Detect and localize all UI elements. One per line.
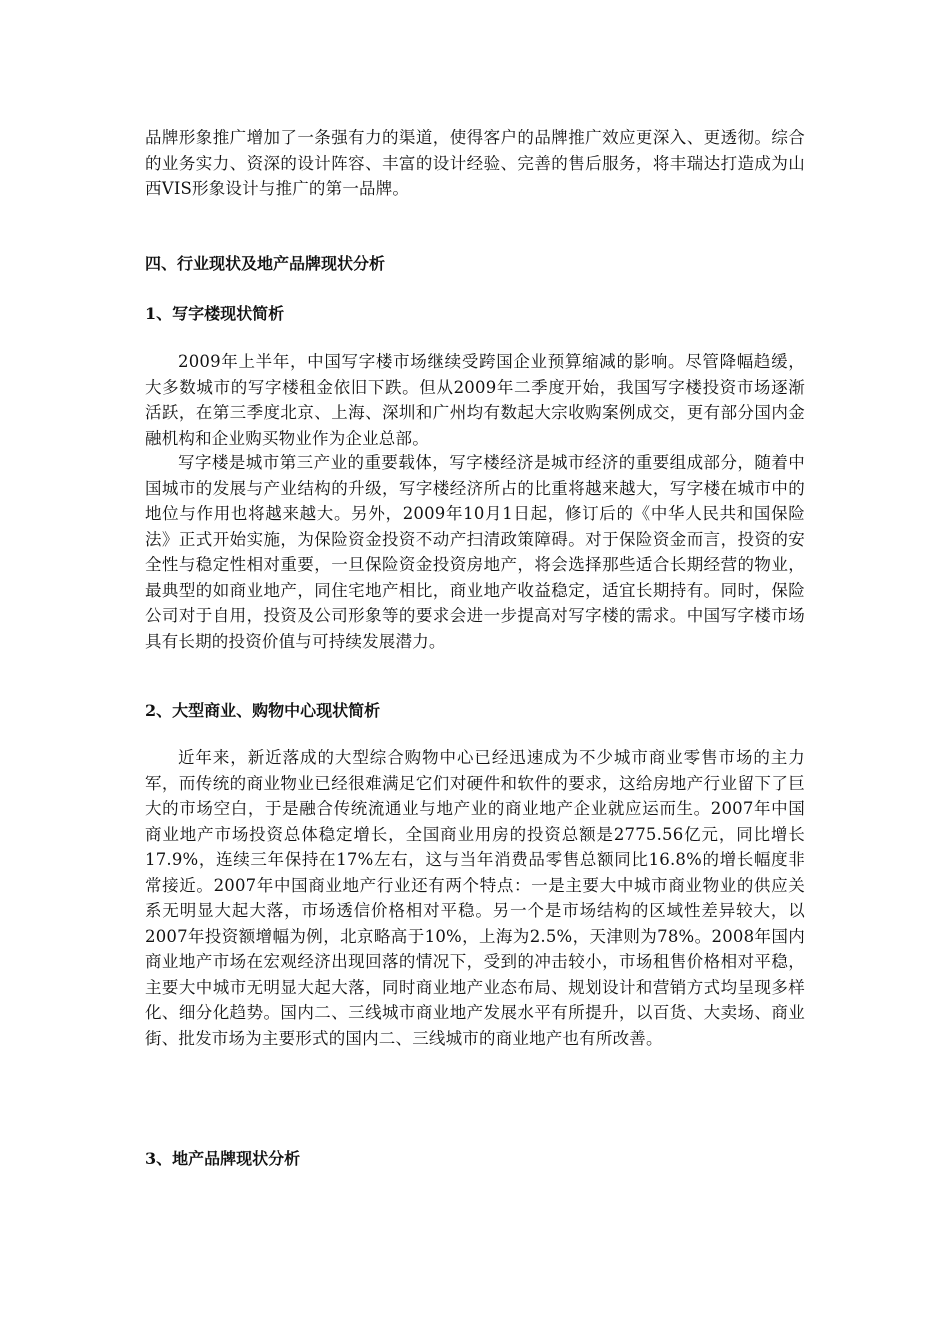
subsection-3-heading: 3、地产品牌现状分析 (145, 1149, 301, 1168)
subsection-1-paragraph-2: 写字楼是城市第三产业的重要载体，写字楼经济是城市经济的重要组成部分，随着中国城市的发展与产业结构的升级，写字楼经济所占的比重将越来越大，写字楼在城市中的地位与作用也将越来越大。另外，2009年10月1日起，修订后的《中华人民共和国保险法》正式开始实施，为保险资金投资不动产扫清政策障碍。对于保险资金而言，投资的安全性与稳定性相对重要，一旦保险资金投资房地产，将会选择那些适合长期经营的物业，最典型的如商业地产，同住宅地产相比，商业地产收益稳定，适宜长期持有。同时，保险公司对于自用，投资及公司形象等的要求会进一步提高对写字楼的需求。中国写字楼市场具有长期的投资价值与可持续发展潜力。 (145, 453, 805, 651)
intro-paragraph: 品牌形象推广增加了一条强有力的渠道，使得客户的品牌推广效应更深入、更透彻。综合的业务实力、资深的设计阵容、丰富的设计经验、完善的售后服务，将丰瑞达打造成为山西VIS形象设计与推广的第一品牌。 (145, 128, 805, 198)
subsection-1-paragraph-1: 2009年上半年，中国写字楼市场继续受跨国企业预算缩减的影响。尽管降幅趋缓，大多数城市的写字楼租金依旧下跌。但从2009年二季度开始，我国写字楼投资市场逐渐活跃，在第三季度北京、上海、深圳和广州均有数起大宗收购案例成交，更有部分国内金融机构和企业购买物业作为企业总部。 (145, 352, 805, 448)
subsection-1-heading: 1、写字楼现状简析 (145, 304, 285, 323)
subsection-2-paragraph-1: 近年来，新近落成的大型综合购物中心已经迅速成为不少城市商业零售市场的主力军，而传统的商业物业已经很难满足它们对硬件和软件的要求，这给房地产行业留下了巨大的市场空白，于是融合传统流通业与地产业的商业地产企业就应运而生。2007年中国商业地产市场投资总体稳定增长，全国商业用房的投资总额是2775.56亿元，同比增长17.9%，连续三年保持在17%左右，这与当年消费品零售总额同比16.8%的增长幅度非常接近。2007年中国商业地产行业还有两个特点：一是主要大中城市商业物业的供应关系无明显大起大落，市场透信价格相对平稳。另一个是市场结构的区域性差异较大，以2007年投资额增幅为例，北京略高于10%，上海为2.5%，天津则为78%。2008年国内商业地产市场在宏观经济出现回落的情况下，受到的冲击较小，市场租售价格相对平稳，主要大中城市无明显大起大落，同时商业地产业态布局、规划设计和营销方式均呈现多样化、细分化趋势。国内二、三线城市商业地产发展水平有所提升，以百货、大卖场、商业街、批发市场为主要形式的国内二、三线城市的商业地产也有所改善。 (145, 748, 805, 1048)
section-four-heading: 四、行业现状及地产品牌现状分析 (145, 254, 386, 273)
subsection-2-heading: 2、大型商业、购物中心现状简析 (145, 701, 381, 720)
